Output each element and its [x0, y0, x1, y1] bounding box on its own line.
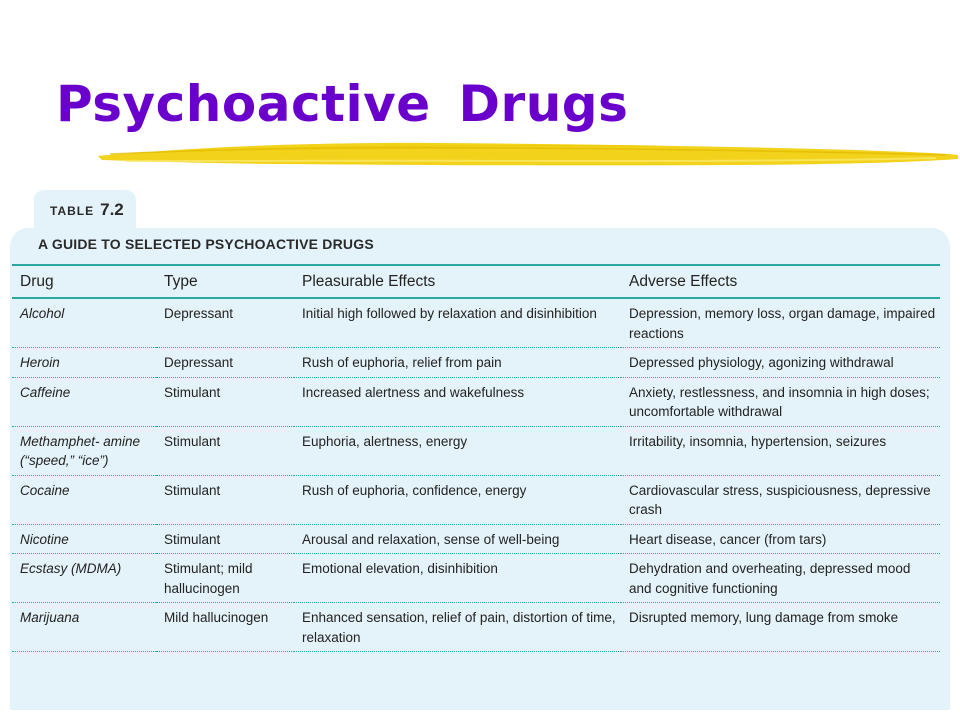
header-pleasurable-effects: Pleasurable Effects	[294, 265, 621, 298]
cell-drug: Heroin	[12, 348, 156, 378]
cell-drug: Caffeine	[12, 377, 156, 426]
cell-adverse: Heart disease, cancer (from tars)	[621, 524, 940, 554]
cell-type: Stimulant	[156, 475, 294, 524]
table-number	[50, 200, 124, 220]
cell-drug: Cocaine	[12, 475, 156, 524]
cell-adverse: Cardiovascular stress, suspiciousness, depressive crash	[621, 475, 940, 524]
cell-drug: Marijuana	[12, 603, 156, 652]
header-drug: Drug	[12, 265, 156, 298]
header-adverse-effects: Adverse Effects	[621, 265, 940, 298]
cell-pleasurable: Rush of euphoria, confidence, energy	[294, 475, 621, 524]
cell-pleasurable: Arousal and relaxation, sense of well-being	[294, 524, 621, 554]
page-title: Psychoactive Drugs	[56, 75, 629, 133]
cell-adverse: Depression, memory loss, organ damage, impaired reactions	[621, 298, 940, 348]
cell-adverse: Dehydration and overheating, depressed mood and cognitive functioning	[621, 554, 940, 603]
cell-type: Depressant	[156, 298, 294, 348]
cell-adverse: Anxiety, restlessness, and insomnia in high doses; uncomfortable withdrawal	[621, 377, 940, 426]
cell-adverse: Disrupted memory, lung damage from smoke	[621, 603, 940, 652]
table-caption: A GUIDE TO SELECTED PSYCHOACTIVE DRUGS	[38, 236, 374, 252]
cell-pleasurable: Euphoria, alertness, energy	[294, 426, 621, 475]
table-row	[12, 348, 940, 378]
cell-drug: Nicotine	[12, 524, 156, 554]
cell-type: Stimulant	[156, 524, 294, 554]
cell-type: Mild hallucinogen	[156, 603, 294, 652]
cell-type: Stimulant	[156, 426, 294, 475]
table-number-tab	[34, 190, 136, 232]
cell-drug: Methamphet- amine (“speed,” “ice”)	[12, 426, 156, 475]
cell-type: Stimulant; mild hallucinogen	[156, 554, 294, 603]
cell-type: Depressant	[156, 348, 294, 378]
table-number-value: 7.2	[100, 200, 124, 219]
table-row	[12, 475, 940, 524]
cell-adverse: Irritability, insomnia, hypertension, seizures	[621, 426, 940, 475]
table-row	[12, 298, 940, 348]
table-row	[12, 426, 940, 475]
cell-type: Stimulant	[156, 377, 294, 426]
table-row	[12, 554, 940, 603]
cell-drug: Alcohol	[12, 298, 156, 348]
cell-pleasurable: Rush of euphoria, relief from pain	[294, 348, 621, 378]
cell-pleasurable: Emotional elevation, disinhibition	[294, 554, 621, 603]
cell-drug: Ecstasy (MDMA)	[12, 554, 156, 603]
cell-pleasurable: Enhanced sensation, relief of pain, distortion of time, relaxation	[294, 603, 621, 652]
cell-pleasurable: Increased alertness and wakefulness	[294, 377, 621, 426]
drug-table	[12, 264, 940, 652]
table-row	[12, 524, 940, 554]
table-row	[12, 603, 940, 652]
brush-stroke-decoration	[96, 134, 960, 174]
cell-pleasurable: Initial high followed by relaxation and disinhibition	[294, 298, 621, 348]
header-type: Type	[156, 265, 294, 298]
table-row	[12, 377, 940, 426]
cell-adverse: Depressed physiology, agonizing withdrawal	[621, 348, 940, 378]
table-header-row	[12, 265, 940, 298]
table-number-label: TABLE	[50, 204, 95, 218]
